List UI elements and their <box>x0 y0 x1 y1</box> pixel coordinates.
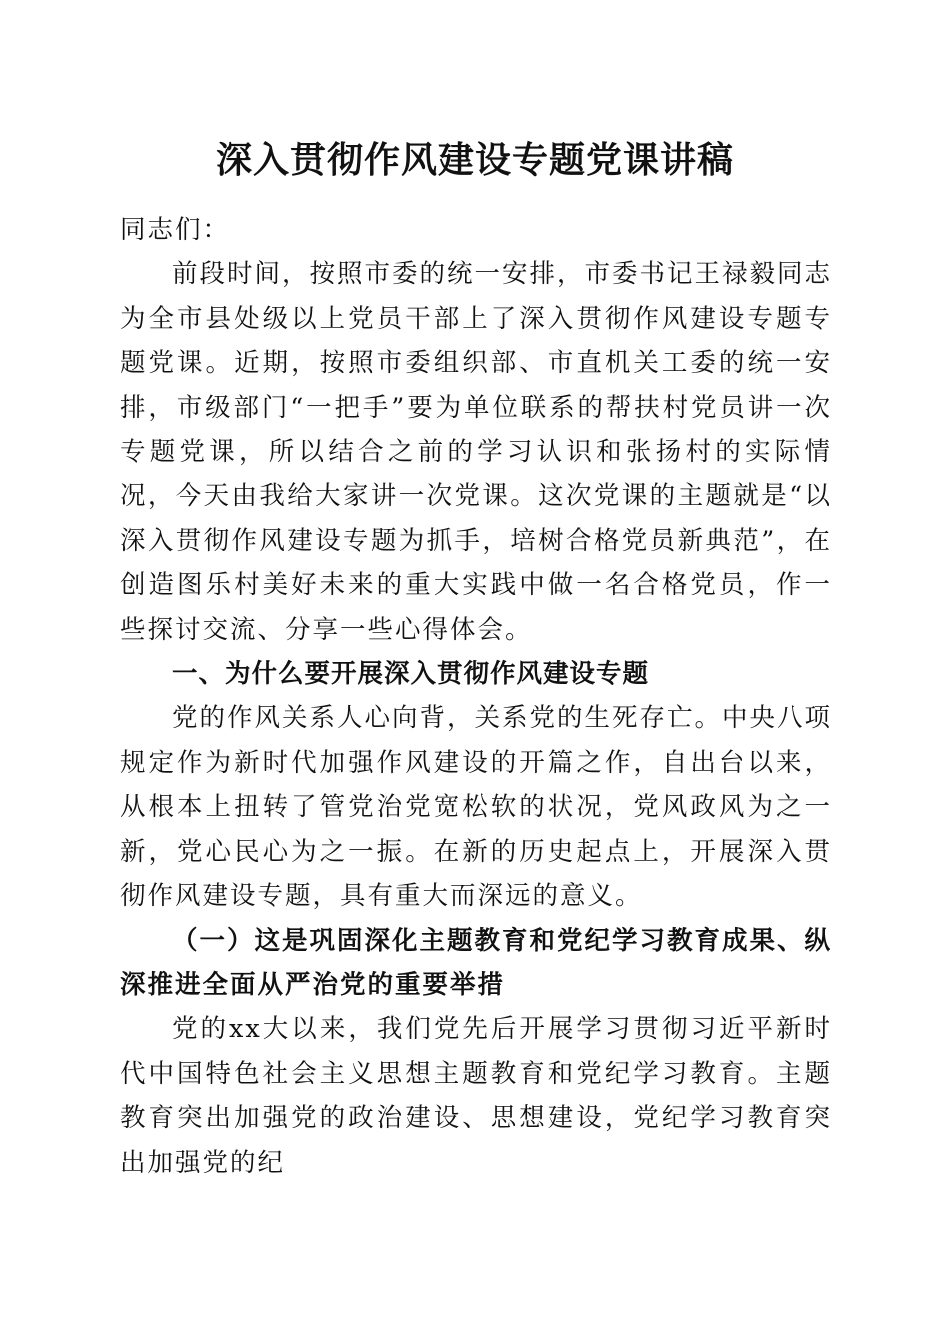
section-heading-1: 一、为什么要开展深入贯彻作风建设专题 <box>172 659 650 690</box>
intro-paragraph: 前段时间，按照市委的统一安排，市委书记王禄毅同志为全市县处级以上党员干部上了深入贯彻作风建设专题专题党课。近期，按照市委组织部、市直机关工委的统一安排，市级部门“一把手”要为单位联系的帮扶村党员讲一次专题党课，所以结合之前的学习认识和张扬村的实际情况，今天由我给大家讲一次党课。这次党课的主题就是“以深入贯彻作风建设专题为抓手，培树合格党员新典范”，在创造图乐村美好未来的重大实践中做一名合格党员，作一些探讨交流、分享一些心得体会。 <box>120 259 833 645</box>
document-body <box>120 208 832 1185</box>
salutation: 同志们： <box>120 215 231 245</box>
subsection-heading-1: （一）这是巩固深化主题教育和党纪学习教育成果、纵深推进全面从严治党的重要举措 <box>120 925 833 1000</box>
section-1-paragraph: 党的作风关系人心向背，关系党的生死存亡。中央八项规定作为新时代加强作风建设的开篇之作，自出台以来，从根本上扭转了管党治党宽松软的状况，党风政风为之一新，党心民心为之一振。在新的历史起点上，开展深入贯彻作风建设专题，具有重大而深远的意义。 <box>120 703 833 912</box>
document-title: 深入贯彻作风建设专题党课讲稿 <box>215 139 734 181</box>
subsection-1-paragraph: 党的xx大以来，我们党先后开展学习贯彻习近平新时代中国特色社会主义思想主题教育和党纪学习教育。主题教育突出加强党的政治建设、思想建设，党纪学习教育突出加强党的纪 <box>120 1014 832 1178</box>
